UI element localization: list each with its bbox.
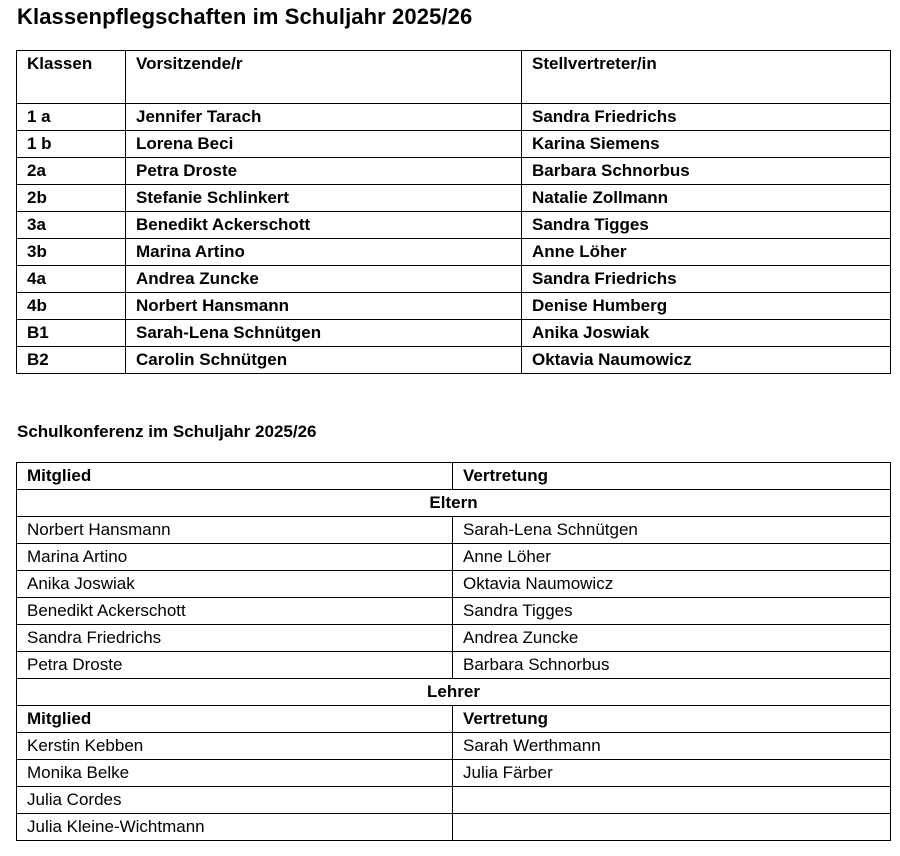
vorsitz-cell: Petra Droste: [126, 158, 522, 185]
header-mitglied: Mitglied: [17, 706, 453, 733]
table-row: [17, 347, 891, 374]
vorsitz-cell: Carolin Schnütgen: [126, 347, 522, 374]
klassenpflegschaften-table: [16, 50, 891, 374]
table-row: [17, 517, 891, 544]
vorsitz-cell: Andrea Zuncke: [126, 266, 522, 293]
klasse-cell: 4a: [17, 266, 126, 293]
vorsitz-cell: Norbert Hansmann: [126, 293, 522, 320]
klasse-cell: 2b: [17, 185, 126, 212]
vorsitz-cell: Lorena Beci: [126, 131, 522, 158]
table-header-row: [17, 463, 891, 490]
header-stellvertreter: Stellvertreter/in: [522, 51, 891, 104]
stellv-cell: Anne Löher: [522, 239, 891, 266]
table-row: [17, 158, 891, 185]
vertretung-cell: Andrea Zuncke: [453, 625, 891, 652]
table-row: [17, 131, 891, 158]
mitglied-cell: Kerstin Kebben: [17, 733, 453, 760]
vorsitz-cell: Benedikt Ackerschott: [126, 212, 522, 239]
klasse-cell: 1 a: [17, 104, 126, 131]
table-row: [17, 652, 891, 679]
klasse-cell: 3b: [17, 239, 126, 266]
klasse-cell: 1 b: [17, 131, 126, 158]
schulkonferenz-table: [16, 462, 891, 841]
klasse-cell: B2: [17, 347, 126, 374]
section-title: Schulkonferenz im Schuljahr 2025/26: [17, 422, 317, 441]
header-mitglied: Mitglied: [17, 463, 453, 490]
vertretung-cell: Sandra Tigges: [453, 598, 891, 625]
table-row: [17, 293, 891, 320]
stellv-cell: Barbara Schnorbus: [522, 158, 891, 185]
vorsitz-cell: Marina Artino: [126, 239, 522, 266]
vertretung-cell: Julia Färber: [453, 760, 891, 787]
klasse-cell: 4b: [17, 293, 126, 320]
table-row: [17, 625, 891, 652]
mitglied-cell: Norbert Hansmann: [17, 517, 453, 544]
vertretung-cell: Sarah-Lena Schnütgen: [453, 517, 891, 544]
table-row: [17, 266, 891, 293]
mitglied-cell: Julia Cordes: [17, 787, 453, 814]
vertretung-cell: Sarah Werthmann: [453, 733, 891, 760]
group-row: [17, 679, 891, 706]
stellv-cell: Sandra Tigges: [522, 212, 891, 239]
vertretung-cell: [453, 814, 891, 841]
stellv-cell: Natalie Zollmann: [522, 185, 891, 212]
table-header-row: [17, 51, 891, 104]
table-row: [17, 239, 891, 266]
stellv-cell: Sandra Friedrichs: [522, 266, 891, 293]
group-label-eltern: Eltern: [17, 490, 891, 517]
vorsitz-cell: Sarah-Lena Schnütgen: [126, 320, 522, 347]
klasse-cell: 3a: [17, 212, 126, 239]
header-klassen: Klassen: [17, 51, 126, 104]
mitglied-cell: Monika Belke: [17, 760, 453, 787]
stellv-cell: Karina Siemens: [522, 131, 891, 158]
table-row: [17, 787, 891, 814]
vertretung-cell: Barbara Schnorbus: [453, 652, 891, 679]
header-vertretung: Vertretung: [453, 706, 891, 733]
klasse-cell: 2a: [17, 158, 126, 185]
table-row: [17, 598, 891, 625]
mitglied-cell: Sandra Friedrichs: [17, 625, 453, 652]
vertretung-cell: Oktavia Naumowicz: [453, 571, 891, 598]
table-header-row: [17, 706, 891, 733]
table-row: [17, 320, 891, 347]
mitglied-cell: Petra Droste: [17, 652, 453, 679]
vertretung-cell: Anne Löher: [453, 544, 891, 571]
table-row: [17, 733, 891, 760]
vorsitz-cell: Stefanie Schlinkert: [126, 185, 522, 212]
group-row: [17, 490, 891, 517]
mitglied-cell: Julia Kleine-Wichtmann: [17, 814, 453, 841]
group-label-lehrer: Lehrer: [17, 679, 891, 706]
mitglied-cell: Benedikt Ackerschott: [17, 598, 453, 625]
table-row: [17, 814, 891, 841]
stellv-cell: Oktavia Naumowicz: [522, 347, 891, 374]
table-row: [17, 185, 891, 212]
stellv-cell: Denise Humberg: [522, 293, 891, 320]
table-row: [17, 571, 891, 598]
table-row: [17, 212, 891, 239]
header-vorsitzende: Vorsitzende/r: [126, 51, 522, 104]
klasse-cell: B1: [17, 320, 126, 347]
table-row: [17, 104, 891, 131]
vertretung-cell: [453, 787, 891, 814]
page-title: Klassenpflegschaften im Schuljahr 2025/26: [17, 4, 473, 29]
table-row: [17, 544, 891, 571]
header-vertretung: Vertretung: [453, 463, 891, 490]
stellv-cell: Sandra Friedrichs: [522, 104, 891, 131]
stellv-cell: Anika Joswiak: [522, 320, 891, 347]
vorsitz-cell: Jennifer Tarach: [126, 104, 522, 131]
mitglied-cell: Anika Joswiak: [17, 571, 453, 598]
table-row: [17, 760, 891, 787]
mitglied-cell: Marina Artino: [17, 544, 453, 571]
